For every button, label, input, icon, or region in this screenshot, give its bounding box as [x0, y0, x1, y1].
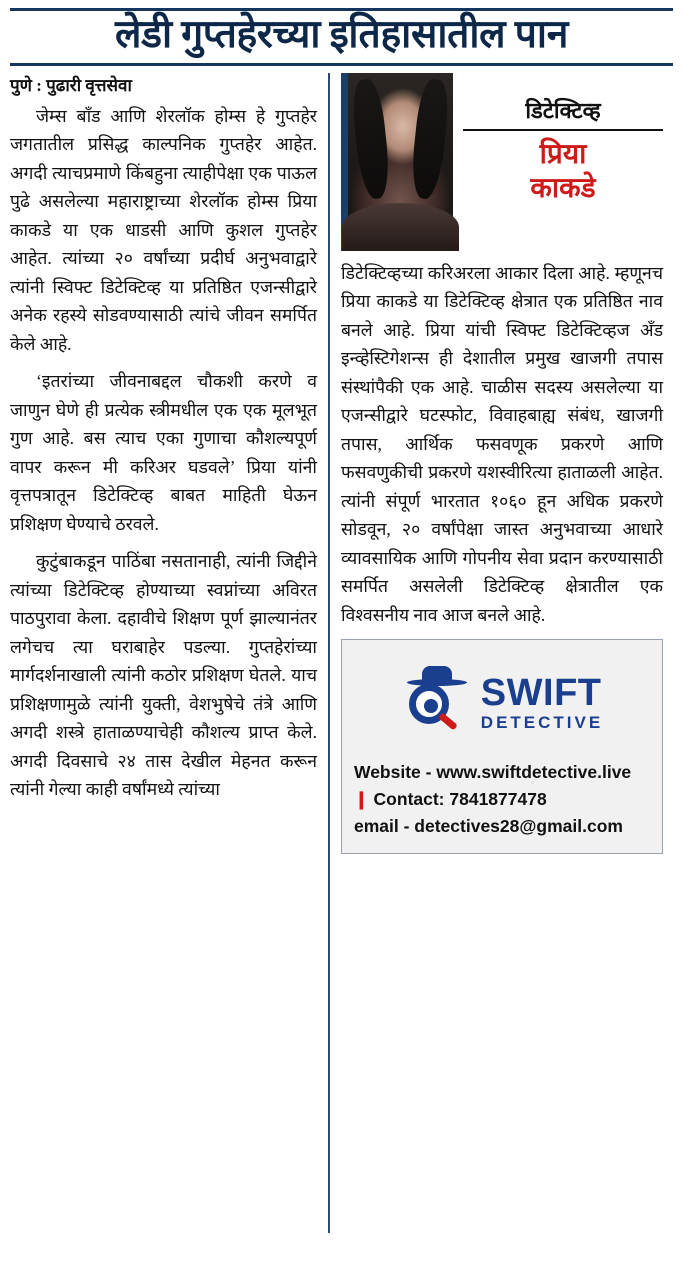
- article-paragraph: कुटुंबाकडून पाठिंबा नसतानाही, त्यांनी जिद्दीने त्यांच्या डिटेक्टिव्ह होण्याच्या स्वप्नांच्या अविरत पाठपुरावा केला. दहावीचे शिक्षण पूर्ण झाल्यानंतर लगेचच त्या घराबाहेर पडल्या. गुप्तहेरांच्या मार्गदर्शनाखाली त्यांनी कठोर प्रशिक्षण घेतले. याच प्रशिक्षणामुळे त्यांनी युक्ती, वेशभुषेचे तंत्रे आणि अगदी शस्त्रे हाताळण्याचेही कौशल्य प्राप्त केले. अगदी दिवसाचे २४ तास देखील मेहनत करून त्यांनी गेल्या काही वर्षांमध्ये त्यांच्या: [10, 551, 317, 800]
- column-right: [330, 73, 663, 1233]
- byline: पुणे : पुढारी वृत्तसेवा: [10, 75, 132, 95]
- magnifier-hat-icon: [401, 664, 473, 740]
- headline-divider: [10, 63, 673, 66]
- logo-name: SWIFT: [480, 671, 602, 714]
- article-paragraph: ‘इतरांच्या जीवनाबद्दल चौकशी करणे व जाणुन घेणे ही प्रत्येक स्त्रीमधील एक एक मूलभूत गुण आहे. बस त्याच एका गुणाचा कौशल्यपूर्ण वापर करून मी करिअर घडवले’ प्रिया यांनी वृत्तपत्रातून डिटेक्टिव्ह बाबत माहिती घेऊन प्रशिक्षण घेण्याचे ठरवले.: [10, 371, 317, 534]
- hat-crown: [422, 666, 452, 682]
- column-left: [10, 73, 330, 1233]
- article-paragraph: डिटेक्टिव्हच्या करिअरला आकार दिला आहे. म्हणूनच प्रिया काकडे या डिटेक्टिव्ह क्षेत्रात एक प्रतिष्ठित नाव बनले आहे. प्रिया यांची स्विफ्ट डिटेक्टिव्हज अँड इन्व्हेस्टिगेशन्स ही देशातील प्रमुख खाजगी तपास संस्थांपैकी एक आहे. चाळीस सदस्य असलेल्या या एजन्सीद्वारे घटस्फोट, विवाहबाह्य संबंध, खाजगी तपास, आर्थिक फसवणूक प्रकरणे आणि फसवणुकीची प्रकरणे यशस्वीरित्या हाताळली आहेत. त्यांनी संपूर्ण भारतात १०६० हून अधिक प्रकरणे सोडवून, २० वर्षांपेक्षा जास्त अनुभवाच्या आधारे व्यावसायिक आणि गोपनीय सेवा प्रदान करण्यासाठी समर्पित असलेली डिटेक्टिव्ह क्षेत्रातील एक विश्वसनीय नाव आज बनले आहे.: [341, 262, 663, 625]
- article-paragraph: जेम्स बाँड आणि शेरलॉक होम्स हे गुप्तहेर जगतातील प्रसिद्ध काल्पनिक गुप्तहेर आहेत. अगदी त्याचप्रमाणे किंबहुना त्याहीपेक्षा एक पाऊल पुढे असलेल्या महाराष्ट्राच्या शेरलॉक होम्स प्रिया काकडे या एक धाडसी आणि कुशल गुप्तहेर आहेत. त्यांच्या २० वर्षांच्या प्रदीर्घ अनुभवाद्वारे त्यांनी स्विफ्ट डिटेक्टिव्ह या प्रतिष्ठित एजन्सीद्वारे अनेक रहस्ये सोडवण्यासाठी त्यांचे जीवन समर्पित केले आहे.: [10, 105, 317, 354]
- detective-title-block: [463, 73, 663, 206]
- top-divider: [10, 8, 673, 11]
- swift-logo: [354, 664, 650, 740]
- contact-bullet: ❙: [354, 789, 369, 810]
- magnifying-glass-icon: [409, 684, 449, 724]
- ad-website: Website - www.swiftdetective.live: [354, 762, 632, 783]
- detective-name-last: काकडे: [530, 173, 596, 205]
- magnifier-handle: [438, 713, 458, 731]
- ad-contact-text: Contact: 7841877478: [373, 789, 547, 810]
- detective-label: डिटेक्टिव्ह: [463, 95, 663, 131]
- ad-email: email - detectives28@gmail.com: [354, 815, 623, 836]
- eye-pupil: [424, 699, 438, 713]
- detective-name-first: प्रिया: [539, 138, 587, 170]
- advertisement: [341, 639, 663, 854]
- portrait-hair-right: [409, 77, 451, 199]
- portrait-shoulders: [342, 203, 459, 251]
- logo-subtitle: DETECTIVE: [480, 712, 604, 732]
- detective-hat-icon: [407, 666, 467, 686]
- detective-photo: [341, 73, 453, 251]
- portrait-hair-left: [350, 77, 392, 199]
- article-columns: [10, 73, 673, 1233]
- ad-contact: [354, 789, 650, 811]
- logo-wordmark: [480, 671, 604, 732]
- detective-header: [341, 73, 663, 251]
- portrait-image: [348, 73, 453, 251]
- page-title: लेडी गुप्तहेरच्या इतिहासातील पान: [114, 13, 569, 56]
